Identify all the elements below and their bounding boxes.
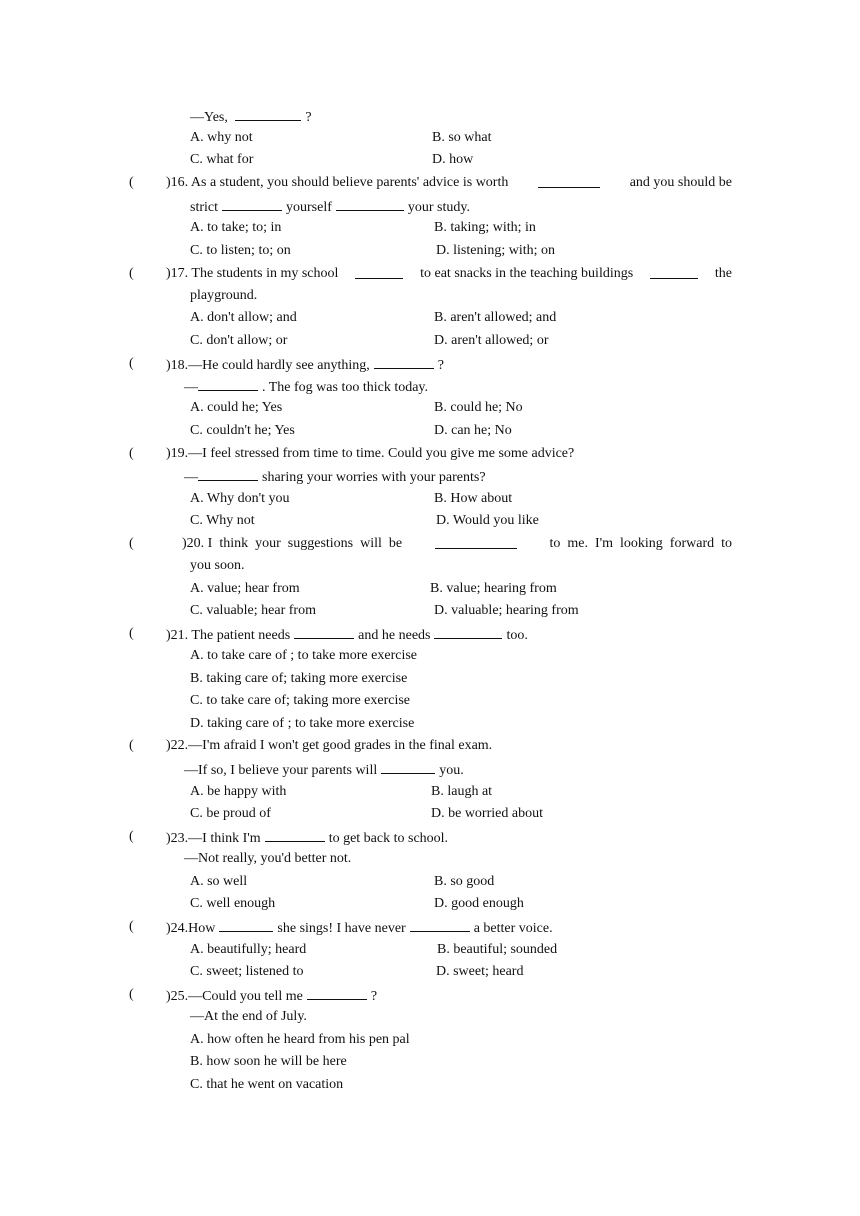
option-b: B. value; hearing from	[430, 581, 557, 596]
option-d: D. listening; with; on	[436, 243, 555, 258]
option-b: B. could he; No	[434, 400, 523, 415]
option-d: D. can he; No	[434, 423, 512, 438]
option-a: A. Why don't you	[190, 491, 290, 506]
option-a: A. value; hear from	[190, 581, 300, 596]
option-a: A. be happy with	[190, 784, 287, 799]
option-b: B. aren't allowed; and	[434, 310, 557, 325]
option-b: B. How about	[434, 491, 513, 506]
option-b: B. beautiful; sounded	[437, 942, 558, 957]
q16-stem-line1: ( )16. As a student, you should believe parents' advice is worth and you should be	[129, 175, 732, 190]
option-c: C. to listen; to; on	[190, 243, 291, 258]
answer-blank	[235, 106, 301, 121]
option-b: B. laugh at	[431, 784, 493, 799]
option-d: D. how	[432, 152, 474, 167]
option-c: C. sweet; listened to	[190, 964, 304, 979]
option-d: D. Would you like	[436, 513, 539, 528]
option-c: C. well enough	[190, 896, 276, 911]
option-a: A. to take; to; in	[190, 220, 282, 235]
option-c: C. valuable; hear from	[190, 603, 316, 618]
option-b: B. taking; with; in	[434, 220, 536, 235]
option-d: D. valuable; hearing from	[434, 603, 579, 618]
option-c: C. Why not	[190, 513, 255, 528]
option-a: A. could he; Yes	[190, 400, 283, 415]
option-d: D. aren't allowed; or	[434, 333, 549, 348]
option-d: D. good enough	[434, 896, 524, 911]
option-b: B. so good	[434, 874, 495, 889]
option-c: C. don't allow; or	[190, 333, 288, 348]
option-b: B. so what	[432, 130, 492, 145]
option-a: A. why not	[190, 130, 253, 145]
option-a: A. don't allow; and	[190, 310, 297, 325]
option-c: C. what for	[190, 152, 254, 167]
option-d: D. be worried about	[431, 806, 543, 821]
option-d: D. sweet; heard	[436, 964, 524, 979]
option-a: A. so well	[190, 874, 248, 889]
option-c: C. be proud of	[190, 806, 271, 821]
option-a: A. beautifully; heard	[190, 942, 307, 957]
option-c: C. couldn't he; Yes	[190, 423, 295, 438]
